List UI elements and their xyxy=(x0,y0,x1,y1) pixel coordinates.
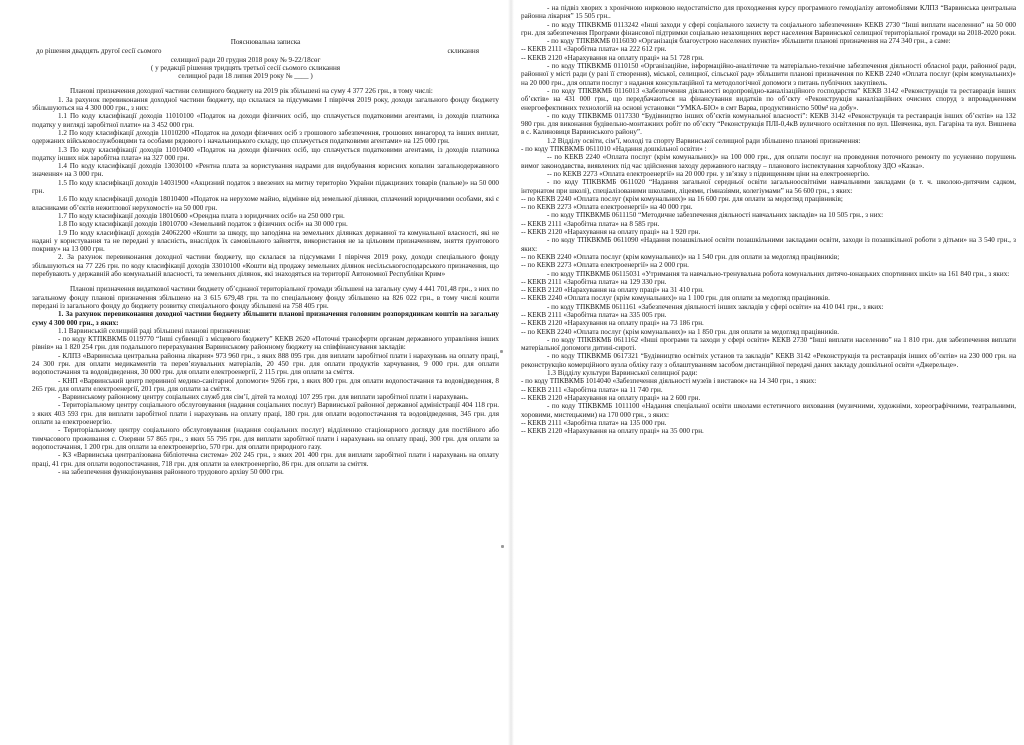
paragraph: Плановi призначення видаткової частини бюджету об’єднаної територіальної громади збільшені на загальну суму 4 441 701,48 грн., з них по загальному фонду планові призначення збільшено на 3 615 679,48 грн. та по спеціальному фонду збільшено на 826 022 грн., в тому числі кошти передані із загального фонду до бюджету розвитку спеціального фонду збільшені на 758 405 грн. xyxy=(32,285,499,310)
paragraph: - по коду ТПКВКМБ 0611020 “Надання загальної середньої освіти загальноосвітніми навчальними закладами (в т. ч. школою-дитячим садком, інтернатом при школі), спеціалізованими школами, ліцеями, гімназіями, колегіумами” на 56 600 грн., з яких: xyxy=(521,178,1016,195)
paragraph: 1.3 Відділу культури Варвинської селищної ради: xyxy=(547,369,698,378)
paragraph: -- КЕКВ 2120 «Нарахування на оплату праці» на 2 600 грн. xyxy=(521,393,701,402)
paragraph: 1.1 По коду класифікації доходів 11010100 «Податок на доходи фізичних осіб, що сплачується податковими агентами, із доходів платника податку у вигляді заробітної плати» на 3 452 000 грн. xyxy=(32,112,499,129)
header-line-2: селищної ради 20 грудня 2018 року № 9-22/18сөг xyxy=(170,55,321,64)
paragraph: -- по КЕКВ 2240 «Оплата послуг (крім комунальних)» на 100 000 грн., для оплати послуг на проведення поточного ремонту по усуненню порушень вимог законодавства, виявлених під час здійснення заходу державного нагляду – планового інспектування харчоблоку ЗДО «Казка». xyxy=(521,153,1016,170)
paragraph: Плановi призначення доходної частини селищного бюджету на 2019 рік збільшені на суму 4 377 226 грн., в тому числі: xyxy=(70,87,433,96)
paragraph: 1. За рахунок перевиконання доходної частини бюджету, що склалася за підсумками I півріччя 2019 року, доходи загального фонду бюджету збільшуються на 4 300 000 грн., з них: xyxy=(32,95,499,113)
paragraph: -- КЕКВ 2120 «Нарахування на оплату праці» на 1 920 грн. xyxy=(521,228,701,237)
paragraph: 1.7 По коду класифікації доходів 18010600 «Орендна плата з юридичних осіб» на 250 000 грн. xyxy=(58,211,345,220)
paragraph: - по коду ТПКВКМБ 0611090 «Надання позашкільної освіти позашкільними закладами освіти, заходи із позашкільної роботи з дітьми» на 3 540 грн., з яких: xyxy=(521,236,1016,253)
paragraph: - по коду КТПКВКМБ 0119770 “Інші субвенції з місцевого бюджету” КЕКВ 2620 «Поточні трансферти органам державного управління інших рівнів» на 1 820 254 грн. для подальшого перерахування Варвинському районному бюджету на співфінансування закладів: xyxy=(32,335,499,352)
paragraph: -- по КЕКВ 2240 «Оплата послуг (крім комунальних)» на 1 540 грн. для оплати за медогляд працівників; xyxy=(521,252,840,261)
header-line-1 xyxy=(32,47,499,55)
page-fold xyxy=(508,0,514,745)
document-title: Пояснювальна записка xyxy=(230,38,301,46)
paragraph: 1.9 По коду класифікації доходів 24062200 «Кошти за шкоду, що заподіяна на земельних ділянках державної та комунальної власності, які не надані у користування та не передані у власність, внаслідок їх самовільного зайняття, використання не за цільовим призначенням, зняття ґрунтового покриву» на 13 000 грн. xyxy=(32,228,499,254)
paragraph: -- КЕКВ 2120 «Нарахування на оплату праці» на 31 410 грн. xyxy=(521,286,704,295)
page-left xyxy=(0,0,505,745)
paragraph: -- КЕКВ 2111 «Заробітна плата» на 335 005 грн. xyxy=(521,310,667,319)
paragraph: -- КЕКВ 2111 «Заробітна плата» на 8 585 грн. xyxy=(521,219,660,228)
paragraph: -- КЕКВ 2111 «Заробітна плата» на 11 740 грн. xyxy=(521,385,663,394)
section-heading: 1. За рахунок перевиконання доходної частини бюджету збільшити планові призначення головним розпорядникам коштів на загальну суму 4 300 000 грн., з яких: xyxy=(32,310,499,327)
paragraph: 1.2 Відділу освіти, сім’ї, молоді та спорту Варвинської селищної ради збільшено планові призначення: xyxy=(547,136,861,145)
scan-mark xyxy=(500,350,503,353)
paragraph: - КЗ «Варвинська централізована бібліотечна система» 202 245 грн., з яких 201 400 грн. для виплати заробітної плати і нарахувань на оплату праці, 41 грн. для оплати водопостачання, 718 грн. для оплати за електроенергію, 86 грн. для оплати за сміття. xyxy=(32,451,499,468)
paragraph: - по коду ТПКВКМБ 0113242 «Інші заходи у сфері соціального захисту та соціального забезпечення» КЕКВ 2730 “Інші виплати населенню” на 50 000 грн. для забезпечення Програми фінансової підтримки соціально незахищених верст населення Варвинської селищної територіальної громади на 2018-2020 роки. xyxy=(521,20,1016,37)
paragraph: -- КЕКВ 2240 «Оплата послуг (крім комунальних)» на 1 100 грн. для оплати за медогляд працівників. xyxy=(521,294,830,303)
paragraph: - по коду ТПКВКМБ 0611161 «Забезпечення діяльності інших закладів у сфері освіти» на 410 041 грн., з яких: xyxy=(547,302,884,311)
paragraph: - по коду ТПКВКМБ 0617321 “Будівництво освітніх установ та закладів” КЕКВ 3142 «Реконструкція та реставрація інших об’єктів» на 230 000 грн. на реконструкцію комерційного вузла обліку газу з облаштуванням засобом дистанційної передачі даних закладу дошкільної освіти «Джерельце». xyxy=(521,352,1016,369)
paragraph: - Територіальному центру соціального обслуговування (надання соціальних послуг) Варвинської районної державної адміністрації 404 118 грн. з яких 403 593 грн. для виплати заробітної плати і нарахувань на оплату праці, 180 грн. для оплати водопостачання та водовідведення, 345 грн. для оплати за електроенергію. xyxy=(32,401,499,427)
paragraph: - по коду ТПКВКМБ 1014040 «Забезпечення діяльності музеїв і виставок» на 14 340 грн., з яких: xyxy=(521,377,817,386)
paragraph: 1.4 По коду класифікації доходів 13030100 «Рентна плата за користування надрами для видобування корисних копалин загальнодержавного значення» на 3 000 грн. xyxy=(32,162,499,179)
paragraph: - по коду ТПКВКМБ 0611150 “Методичне забезпечення діяльності навчальних закладів» на 10 505 грн., з них: xyxy=(547,211,884,220)
paragraph: -- по КЕКВ 2240 «Оплата послуг (крім комунальних)» на 16 600 грн. для оплати за медогляд працівників; xyxy=(521,194,843,203)
paragraph: -- КЕКВ 2120 «Нарахування на оплату праці» на 35 000 грн. xyxy=(521,427,704,436)
header-line-3: ( у редакції рішення тридцять третьої сесії сьомого скликання xyxy=(150,63,341,72)
paragraph: -- по КЕКВ 2240 «Оплата послуг (крім комунальних)» на 1 850 грн. для оплати за медогляд працівників. xyxy=(521,327,840,336)
paragraph: 1.3 По коду класифікації доходів 11010400 «Податок на доходи фізичних осіб, що сплачується податковими агентами, із доходів платника податку інших ніж заробітна плата» на 327 000 грн. xyxy=(32,145,499,162)
paragraph: - по коду ТПКВКМБ 1011100 «Надання спеціальної освіти школами естетичного виховання (музичними, художніми, хореографічними, театральними, хоровими, мистецькими) на 170 000 грн., з яких: xyxy=(521,402,1016,419)
paragraph: - по коду ТПКВКМБ 0110150 «Організаційне, інформаційно-аналітичне та матеріально-технічне забезпечення діяльності обласної ради, районної ради, районної у місті ради (у разі її створення), міської, селищної, сільської рад» збільшити планові призначення по КЕКВ 2240 «Оплата послуг (крім комунальних)» на 20 000 грн., для оплати послуг з надання консультаційної та методологічної допомоги з питань публічних закупівель. xyxy=(521,62,1016,87)
paragraph: - по коду ТПКВКМБ 0116030 «Організація благоустрою населених пунктів» збільшити планові призначення на 274 340 грн., а саме: xyxy=(547,37,951,46)
header-to: до рішення двадцять другої сесії сьомого xyxy=(36,47,162,56)
paragraph: - на підвіз хворих з хронічною нирковою недостатністю для проходження курсу програмного гемодіалізу автомобілями КЛПЗ “Варвинська центральна районна лікарня” 15 505 грн.. xyxy=(521,4,1016,21)
paragraph: -- КЕКВ 2111 «Заробітна плата» на 135 000 грн. xyxy=(521,418,667,427)
paragraph: -- КЕКВ 2120 «Нарахування на оплату праці» на 73 186 грн. xyxy=(521,319,704,328)
paragraph: 1.2 По коду класифікації доходів 11010200 «Податок на доходи фізичних осіб з грошового забезпечення, грошових винагород та інших виплат, одержаних військовослужбовцями та особами рядового і начальницького складу, що сплачується податковими агентами» на 125 000 грн. xyxy=(32,128,499,146)
paragraph: - по коду ТПКВКМБ 0611162 «Інші програми та заходи у сфері освіти» КЕКВ 2730 “Інші виплати населенню” на 1 810 грн. для забезпечення виплати матеріальної допомоги дитині-сироті. xyxy=(521,335,1016,353)
paragraph: -- КЕКВ 2120 «Нарахування на оплату праці» на 51 728 грн. xyxy=(521,53,704,62)
paragraph: 1.8 По коду класифікації доходів 18010700 «Земельний податок з фізичних осіб» на 30 000 грн. xyxy=(58,220,348,229)
paragraph: - по коду ТПКВКМБ 0611010 «Надання дошкільної освіти» : xyxy=(521,145,707,154)
paragraph: -- КЕКВ 2111 «Заробітна плата» на 222 612 грн. xyxy=(521,45,667,54)
header-convocation: скликання xyxy=(447,47,479,56)
paragraph: - КЛПЗ «Варвинська центральна районна лікарня» 973 960 грн., з яких 888 095 грн. для виплати заробітної плати і нарахувань на оплату праці, 24 300 грн. для оплати медикаментів та перев’язувальних матеріалів, 20 450 грн. для оплати продуктів харчування, 9 000 грн. для оплати водопостачання та водовідведення, 30 000 грн. для оплати електроенергії, 2 115 грн. для оплати за сміття. xyxy=(32,351,499,377)
paragraph: - Варвинському районному центру соціальних служб для сім’ї, дітей та молоді 107 295 грн. для виплати заробітної плати і нарахувань. xyxy=(58,393,469,402)
paragraph: 1.5 По коду класифікації доходів 14031900 «Акцизний податок з ввезених на митну територію України підакцизних товарів (пальне)» на 50 000 грн. xyxy=(32,178,499,196)
paragraph: - на забезпечення функціонування районного трудового архіву 50 000 грн. xyxy=(58,467,284,476)
page-right xyxy=(515,0,1024,745)
scan-mark xyxy=(501,545,504,548)
paragraph: 2. За рахунок перевиконання доходної частини бюджету, що склалася за підсумками I півріччя 2019 року, доходи спеціального фонду збільшуються на 77 226 грн. по коду класифікації доходів 33010100 «Кошти від продажу земельних ділянок несільськогосподарського призначення, що перебувають у державній або комунальній власності, та земельних ділянок, які знаходяться на території Автономної Республіки Крим» xyxy=(32,253,499,279)
header-line-4: селищної ради 18 липня 2019 року № ____ ) xyxy=(178,72,313,81)
paragraph: -- КЕКВ 2111 «Заробітна плата» на 129 330 грн. xyxy=(521,277,667,286)
paragraph: - по коду ТПКВКМБ 06115031 «Утримання та навчально-тренувальна робота комунальних дитячо-юнацьких спортивних шкіл» на 161 840 грн., з яких: xyxy=(547,269,1010,278)
paragraph: - Територіальному центру соціального обслуговування (надання соціальних послуг) відділенню стаціонарного догляду для постійного або тимчасового проживання с. Озеряни 57 865 грн., з яких 55 795 грн. для виплати заробітної плати і нарахувань на оплату праці, 300 грн. для оплати за водопостачання, 1 200 грн. для оплати за електроенергію, 570 грн. для оплати природного газу. xyxy=(32,426,499,451)
paragraph: - по коду ТПКВКМБ 0116013 «Забезпечення діяльності водопровідно-каналізаційного господарства” КЕКВ 3142 «Реконструкція та реставрація інших об’єктів» на 431 000 грн., що передбачаються на фінансування видатків по об’єкту «Реконструкція каналізаційних очисних споруд з впровадженням енергоефективних технологій на основі установки “УМКА-БІО» в смт Варва, продуктивністю 500м³ на добу». xyxy=(521,86,1016,112)
paragraph: 1.1 Варвинській селищній раді збільшені планові призначення: xyxy=(58,326,251,335)
paragraph: - по коду ТПКВКМБ 0117330 “Будівництво інших об’єктів комунальної власності”: КЕКВ 3142 «Реконструкція та реставрація інших об’єктів» на 132 980 грн. для виконання будівельно-монтажних робіт по об’єкту “Реконструкція ПЛІ-0,4кВ вуличного освітлення по вул. Шевченка, вул. Гагаріна та вул. Вишнева в с. Калиновиця Варвинського району”. xyxy=(521,111,1016,137)
paragraph: -- по КЕКВ 2273 «Оплата електроенергії» на 2 000 грн. xyxy=(521,261,689,270)
paragraph: - КНП «Варвинський центр первинної медико-санітарної допомоги» 9266 грн, з яких 800 грн. для оплати водопостачання та водовідведення, 8 265 грн. для оплати електроенергії, 201 грн. для оплати за сміття. xyxy=(32,376,499,393)
paragraph: -- по КЕКВ 2273 «Оплата електроенергії» на 20 000 грн. у зв’язку з підвищенням ціни на електроенергію. xyxy=(547,169,870,178)
paragraph: 1.6 По коду класифікації доходів 18010400 «Податок на нерухоме майно, відмінне від земельної ділянки, сплачений юридичними особами, які є власниками об’єктів нежитлової нерухомості» на 50 000 грн. xyxy=(32,195,499,212)
paragraph: -- по КЕКВ 2273 «Оплата електроенергії» на 40 000 грн. xyxy=(521,203,693,212)
